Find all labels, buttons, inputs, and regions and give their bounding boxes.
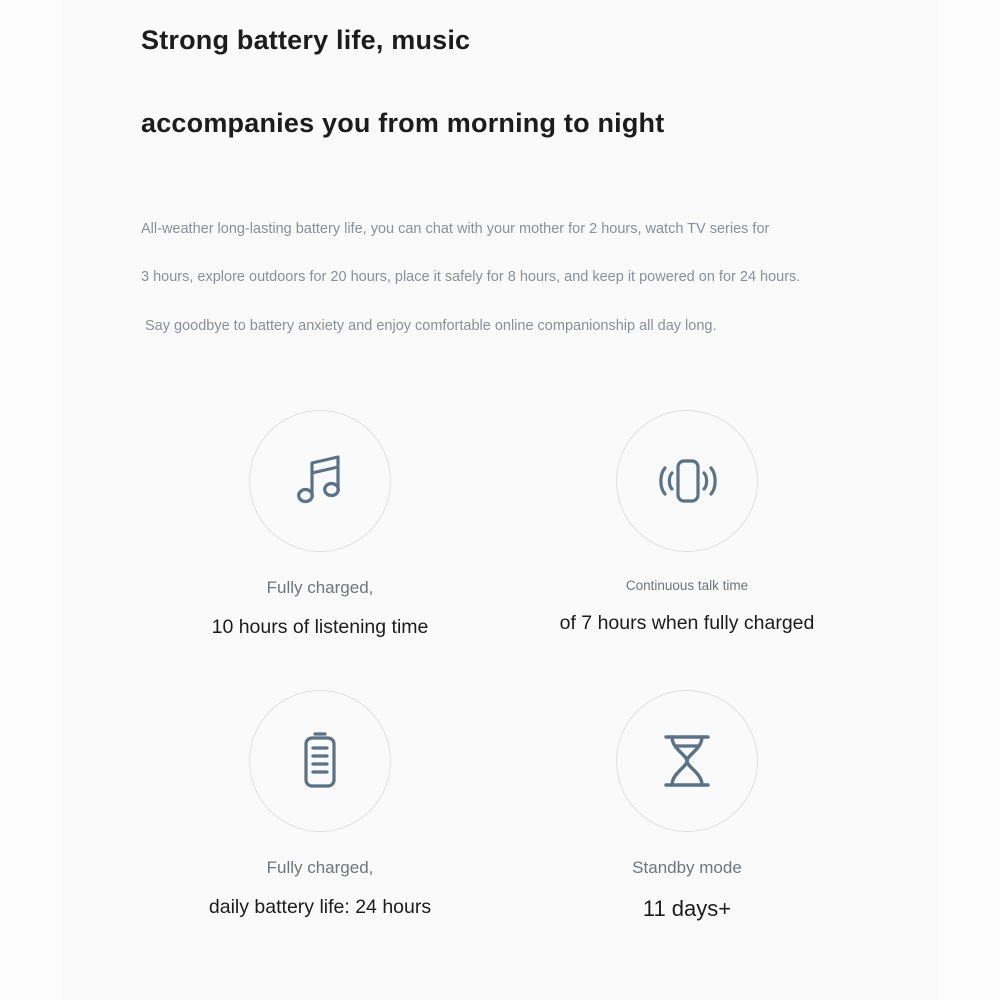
feature-title: 11 days+: [642, 896, 732, 922]
feature-title: of 7 hours when fully charged: [559, 612, 815, 635]
feature-subtitle: Fully charged,: [266, 858, 374, 877]
feature-item-standby: [477, 690, 897, 923]
feature-icon-circle: [249, 410, 391, 552]
feature-icon-circle: [616, 690, 758, 832]
feature-item-talk-time: [477, 410, 897, 636]
headline-line-1: Strong battery life, music: [141, 25, 471, 55]
feature-title: 10 hours of listening time: [211, 616, 429, 639]
description-line-3: Say goodbye to battery anxiety and enjoy comfortable online companionship all day long.: [145, 318, 717, 334]
feature-subtitle: Fully charged,: [266, 578, 374, 597]
description-line-2: 3 hours, explore outdoors for 20 hours, place it safely for 8 hours, and keep it powered on for 24 hours.: [141, 269, 801, 285]
feature-title: daily battery life: 24 hours: [208, 896, 432, 919]
feature-icon-circle: [616, 410, 758, 552]
feature-subtitle: Continuous talk time: [625, 578, 749, 593]
feature-subtitle: Standby mode: [632, 858, 742, 877]
battery-icon: [298, 729, 342, 793]
music-note-icon: [292, 451, 348, 511]
feature-icon-circle: [249, 690, 391, 832]
description-line-1: All-weather long-lasting battery life, you can chat with your mother for 2 hours, watch TV series for: [141, 221, 770, 237]
feature-item-daily-battery: [110, 690, 530, 920]
phone-call-icon: [656, 452, 718, 510]
feature-item-listening-time: [110, 410, 530, 640]
hourglass-icon: [658, 730, 716, 792]
headline-line-2: accompanies you from morning to night: [141, 108, 665, 138]
